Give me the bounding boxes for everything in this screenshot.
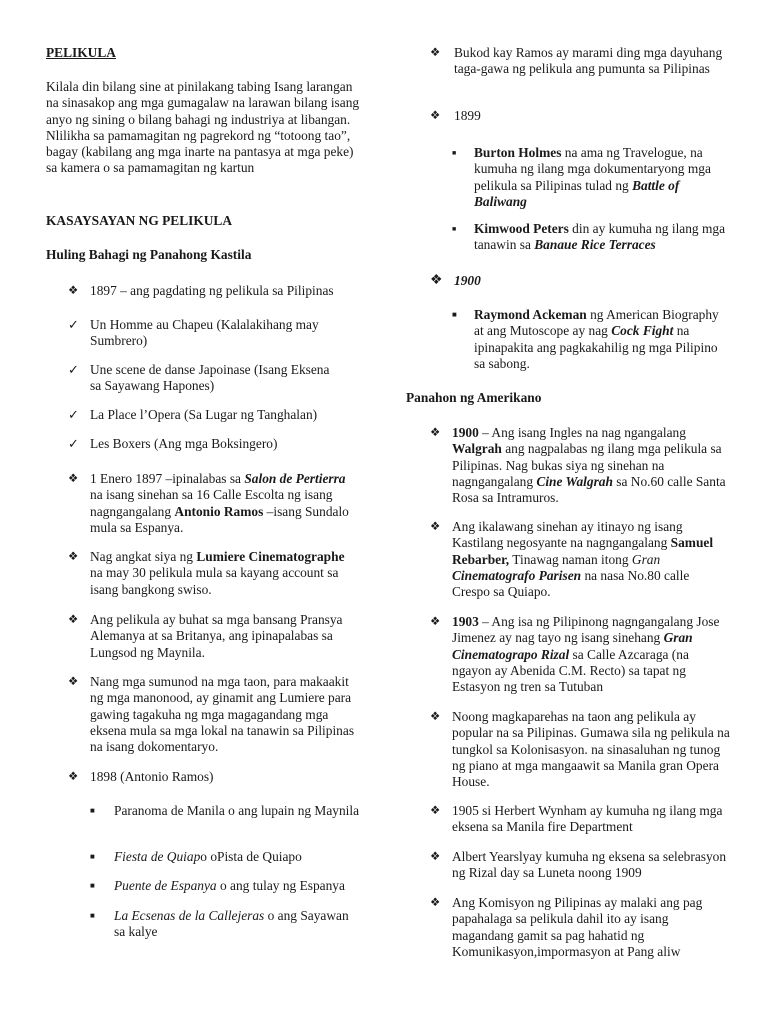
section-title-amerikano: Panahon ng Amerikano xyxy=(406,390,542,405)
diamond-bullet-icon: ❖ xyxy=(68,771,79,783)
section-title-kasaysayan: KASAYSAYAN NG PELIKULA xyxy=(46,213,233,228)
diamond-bullet-icon: ❖ xyxy=(430,897,441,909)
diamond-bullet-icon: ❖ xyxy=(430,616,441,628)
diamond-bullet-icon: ❖ xyxy=(430,427,441,439)
diamond-bullet-icon: ❖ xyxy=(430,851,441,863)
checkmark-icon: ✓ xyxy=(68,436,79,451)
subsection-title-kastila: Huling Bahagi ng Panahong Kastila xyxy=(46,247,252,262)
diamond-bullet-icon: ❖ xyxy=(68,473,79,485)
diamond-bullet-icon: ❖ xyxy=(430,110,441,122)
checkmark-icon: ✓ xyxy=(68,317,79,332)
diamond-bullet-icon: ❖ xyxy=(430,273,443,288)
diamond-bullet-icon: ❖ xyxy=(430,521,441,533)
square-bullet-icon: ■ xyxy=(90,881,95,890)
diamond-bullet-icon: ❖ xyxy=(430,805,441,817)
square-bullet-icon: ■ xyxy=(452,225,457,233)
page-title: PELIKULA xyxy=(46,45,116,60)
diamond-bullet-icon: ❖ xyxy=(68,285,79,297)
square-bullet-icon: ■ xyxy=(90,911,95,920)
square-bullet-icon: ■ xyxy=(90,852,95,861)
intro-paragraph: Kilala din bilang sine at pinilakang tabing Isang larangan na sinasakop ang mga gumagalaw na larawan bilang isang anyo ng sining o bilang bahagi ng industriya at libangan. Nlilikha sa pamamagitan ng pagrekord ng “totoong tao”, bagay (kabilang ang mga inarte na pantasya at mga peke) sa kamera o sa pamamagitan ng kartun xyxy=(46,79,360,176)
diamond-bullet-icon: ❖ xyxy=(430,47,441,59)
square-bullet-icon: ■ xyxy=(452,149,457,157)
diamond-bullet-icon: ❖ xyxy=(68,551,79,563)
checkmark-icon: ✓ xyxy=(68,362,79,377)
square-bullet-icon: ■ xyxy=(452,310,457,319)
diamond-bullet-icon: ❖ xyxy=(68,676,79,688)
checkmark-icon: ✓ xyxy=(68,407,79,422)
diamond-bullet-icon: ❖ xyxy=(430,711,441,723)
diamond-bullet-icon: ❖ xyxy=(68,614,79,626)
square-bullet-icon: ■ xyxy=(90,806,95,815)
